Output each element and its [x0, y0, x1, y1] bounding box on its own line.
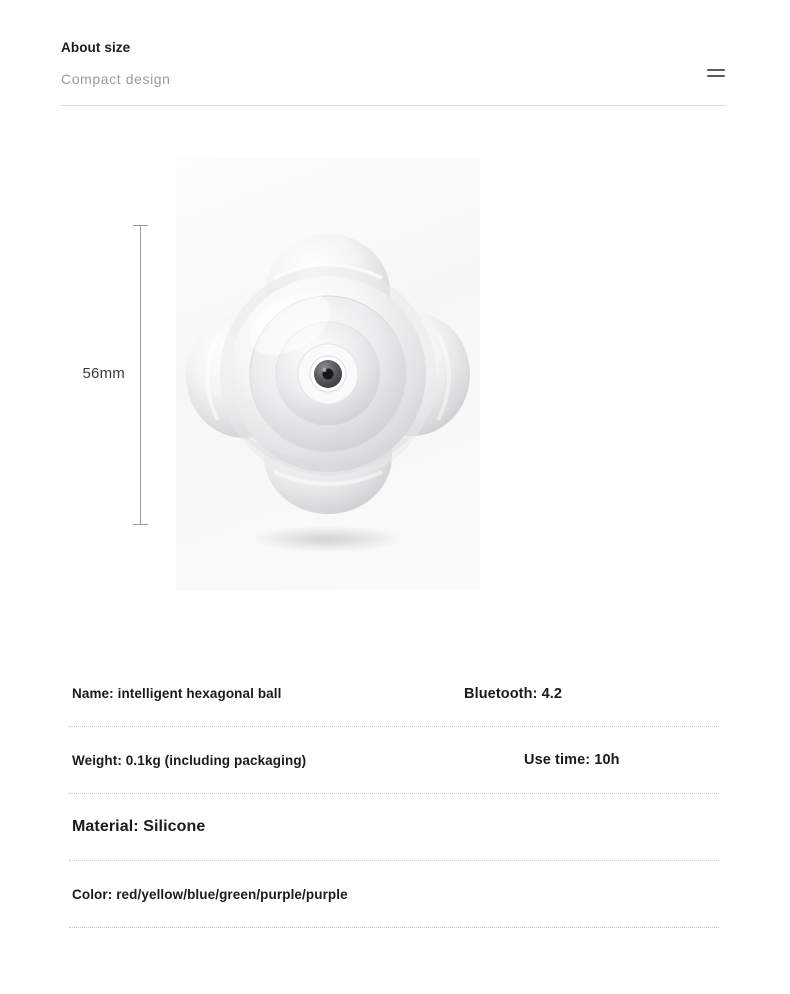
spec-bluetooth: Bluetooth: 4.2: [464, 685, 563, 702]
spec-color: Color: red/yellow/blue/green/purple/purple: [72, 886, 348, 902]
table-row: [69, 794, 719, 861]
header-divider: [61, 105, 725, 106]
hamburger-menu-icon[interactable]: [707, 65, 725, 81]
dimension-line: [140, 225, 141, 525]
dimension-cap-bottom: [133, 524, 148, 525]
spec-material: Material: Silicone: [72, 818, 206, 835]
page-subtitle: Compact design: [61, 71, 171, 87]
page-title: About size: [61, 40, 131, 55]
table-row: [69, 727, 719, 794]
dimension-cap-top: [133, 225, 148, 226]
page-header: [61, 38, 725, 90]
table-row: [69, 660, 719, 727]
table-row: [69, 861, 719, 928]
spec-use-time: Use time: 10h: [524, 752, 620, 768]
spec-table: [69, 660, 719, 928]
spec-weight: Weight: 0.1kg (including packaging): [72, 752, 307, 768]
spec-name: Name: intelligent hexagonal ball: [72, 686, 282, 701]
product-image: [176, 158, 480, 590]
product-shadow: [253, 526, 403, 552]
product-illustration: [178, 224, 478, 524]
dimension-label: 56mm: [82, 365, 125, 382]
dimension-annotation: [82, 225, 178, 525]
